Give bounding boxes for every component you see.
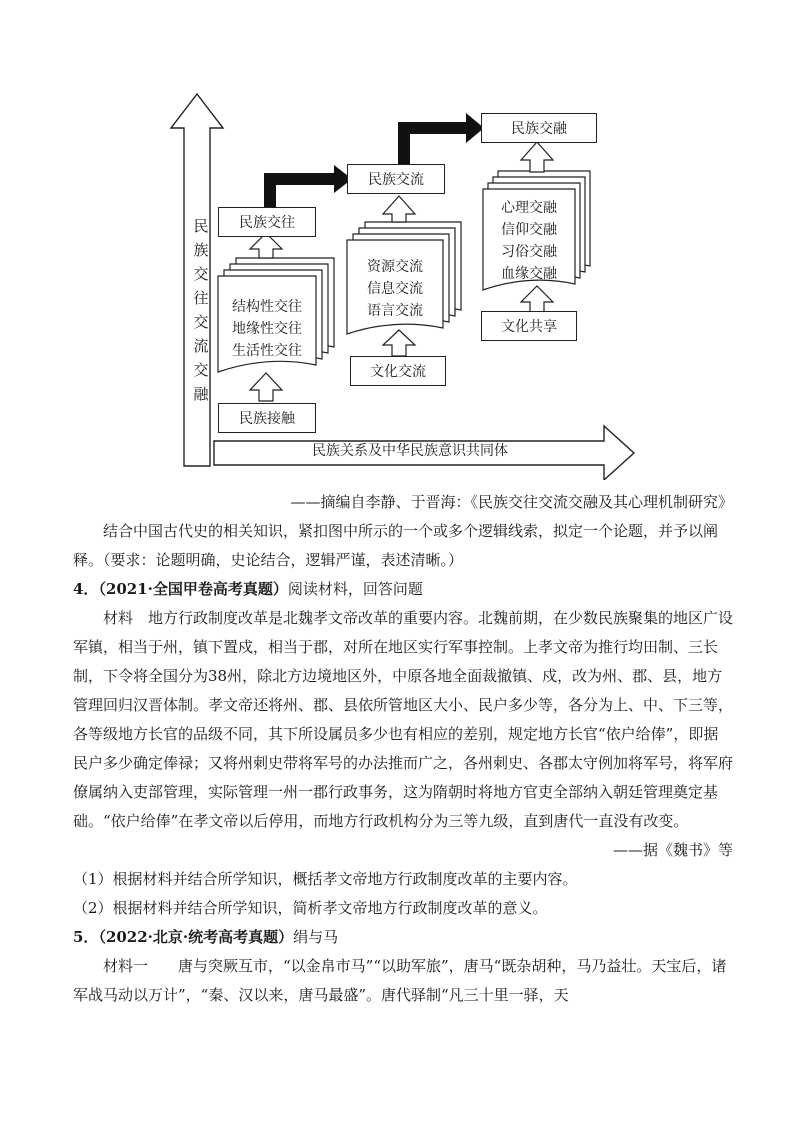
- stage3-item: 习俗交融: [501, 244, 557, 260]
- up-arrow-2a: [383, 330, 415, 356]
- question-4-prompt: 阅读材料，回答问题: [287, 580, 423, 598]
- stage2-base-box: 文化交流: [350, 356, 446, 386]
- stage3-base-box: 文化共享: [481, 311, 577, 341]
- stage1-base-box: 民族接触: [218, 403, 316, 433]
- stage1-item: 结构性交往: [232, 299, 302, 315]
- question-5-tag: （2022·北京·统考高考真题）: [98, 928, 294, 946]
- stage3-item: 心理交融: [501, 200, 557, 216]
- question-5-material: 材料一 唐与突厥互市，“以金帛市马”“以助军旅”，唐马“既杂胡种，马乃益壮。天宝后，诸军战马动以万计”，“秦、汉以来，唐马最盛”。唐代驿制“凡三十里一驿，天: [73, 957, 727, 1004]
- question-4-sub-2: （2）根据材料并结合所学知识，简析孝文帝地方行政制度改革的意义。: [73, 899, 548, 917]
- stage3-item: 血缘交融: [501, 266, 557, 282]
- question-4-number: 4．: [73, 580, 99, 598]
- question-5-prompt: 绢与马: [293, 928, 339, 946]
- diagram-source: ——摘编自李静、于晋海：《民族交往交流交融及其心理机制研究》: [290, 493, 733, 511]
- question-4-tag: （2021·全国甲卷高考真题）: [98, 580, 288, 598]
- concept-diagram: [0, 0, 800, 480]
- horizontal-axis-label: 民族关系及中华民族意识共同体: [312, 443, 508, 459]
- stage2-item: 语言交流: [367, 303, 423, 319]
- stage1-top-box: 民族交往: [218, 207, 316, 237]
- stage1-items: [222, 296, 312, 362]
- up-arrow-3b: [521, 142, 553, 172]
- instruction-paragraph: 结合中国古代史的相关知识，紧扣图中所示的一个或多个逻辑线索，拟定一个论题，并予以阐释。（要求：论题明确，史论结合，逻辑严谨，表述清晰。）: [73, 522, 719, 569]
- stage3-item: 信仰交融: [501, 222, 557, 238]
- question-4-heading: [73, 575, 733, 604]
- stage2-items: [351, 256, 439, 322]
- stage2-top-box: 民族交流: [347, 164, 445, 194]
- question-4-source: ——据《魏书》等: [612, 841, 733, 859]
- up-arrow-1a: [250, 373, 282, 401]
- question-4-sub-1: （1）根据材料并结合所学知识，概括孝文帝地方行政制度改革的主要内容。: [73, 870, 578, 888]
- stage2-item: 信息交流: [367, 281, 423, 297]
- stage3-items: [487, 197, 571, 285]
- elbow-arrow-1: [264, 165, 352, 207]
- question-4-material: 材料 地方行政制度改革是北魏孝文帝改革的重要内容。北魏前期，在少数民族聚集的地区广设军镇，相当于州，镇下置戍，相当于郡，对所在地区实行军事控制。上孝文帝为推行均田制、三长制，下令将全国分为38州，除北方边境地区外，中原各地全面裁撤镇、戍，改为州、郡、县，地方管理回归汉晋体制。孝文帝还将州、郡、县依所管地区大小、民户多少等，各分为上、中、下三等，各等级地方长官的品级不同，其下所设属员多少也有相应的差别，规定地方长官“依户给俸”，即据民户多少确定俸禄；又将州刺史带将军号的办法推而广之，各州刺史、各郡太守例加将军号，将军府僚属纳入吏部管理，实际管理一州一郡行政事务，这为隋朝时将地方官吏全部纳入朝廷管理奠定基础。“依户给俸”在孝文帝以后停用，而地方行政机构分为三等九级，直到唐代一直没有改变。: [73, 609, 734, 830]
- vertical-axis-label: 民族交往交流交融: [193, 217, 209, 403]
- elbow-arrow-2: [398, 113, 484, 167]
- diagram-shapes: [0, 0, 800, 480]
- question-5-heading: [73, 923, 733, 952]
- up-arrow-2b: [383, 196, 415, 222]
- stage1-item: 生活性交往: [232, 343, 302, 359]
- document-body: [73, 488, 733, 1010]
- stage2-item: 资源交流: [367, 259, 423, 275]
- question-5-number: 5．: [73, 928, 99, 946]
- stage3-top-box: 民族交融: [481, 113, 597, 143]
- up-arrow-3a: [521, 286, 553, 312]
- stage1-item: 地缘性交往: [232, 321, 302, 337]
